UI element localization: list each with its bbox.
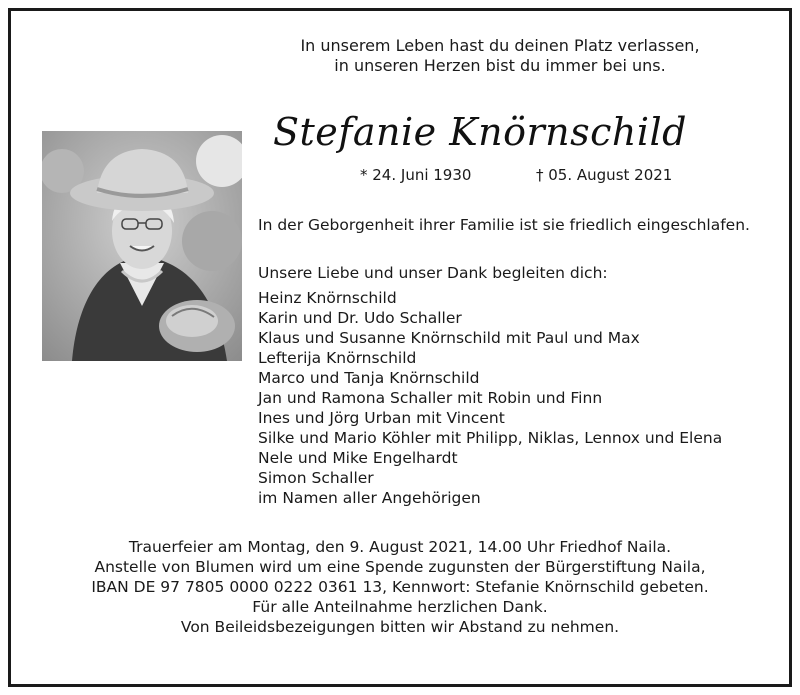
thanks-heading: Unsere Liebe und unser Dank begleiten dich: bbox=[258, 264, 608, 282]
family-member: Marco und Tanja Knörnschild bbox=[258, 369, 480, 387]
family-member: Jan und Ramona Schaller mit Robin und Finn bbox=[258, 389, 603, 407]
portrait-photo bbox=[42, 131, 242, 361]
quote-line: in unseren Herzen bist du immer bei uns. bbox=[334, 56, 666, 75]
funeral-notice bbox=[40, 537, 760, 637]
family-member: Karin und Dr. Udo Schaller bbox=[258, 309, 462, 327]
footer-line: Anstelle von Blumen wird um eine Spende zugunsten der Bürgerstiftung Naila, bbox=[94, 558, 706, 576]
footer-line: IBAN DE 97 7805 0000 0222 0361 13, Kennwort: Stefanie Knörnschild gebeten. bbox=[91, 578, 709, 596]
family-member: Nele und Mike Engelhardt bbox=[258, 449, 458, 467]
memorial-quote bbox=[230, 36, 770, 76]
death-date: † 05. August 2021 bbox=[536, 166, 673, 184]
family-member: Silke und Mario Köhler mit Philipp, Niklas, Lennox und Elena bbox=[258, 429, 723, 447]
footer-line: Trauerfeier am Montag, den 9. August 2021, 14.00 Uhr Friedhof Naila. bbox=[128, 538, 672, 556]
family-member: Simon Schaller bbox=[258, 469, 374, 487]
footer-line: Von Beileidsbezeigungen bitten wir Abstand zu nehmen. bbox=[180, 618, 620, 636]
footer-line: Für alle Anteilnahme herzlichen Dank. bbox=[252, 598, 548, 616]
deceased-name: Stefanie Knörnschild bbox=[273, 110, 687, 154]
quote-line: In unserem Leben hast du deinen Platz verlassen, bbox=[300, 36, 700, 55]
family-member: Ines und Jörg Urban mit Vincent bbox=[258, 409, 505, 427]
family-member: Heinz Knörnschild bbox=[258, 289, 397, 307]
family-list bbox=[258, 288, 778, 508]
portrait-illustration bbox=[42, 131, 242, 361]
family-member: im Namen aller Angehörigen bbox=[258, 489, 481, 507]
family-member: Lefterija Knörnschild bbox=[258, 349, 417, 367]
family-member: Klaus und Susanne Knörnschild mit Paul und Max bbox=[258, 329, 640, 347]
birth-date: * 24. Juni 1930 bbox=[360, 166, 472, 184]
intro-text: In der Geborgenheit ihrer Familie ist sie friedlich eingeschlafen. bbox=[258, 216, 750, 234]
